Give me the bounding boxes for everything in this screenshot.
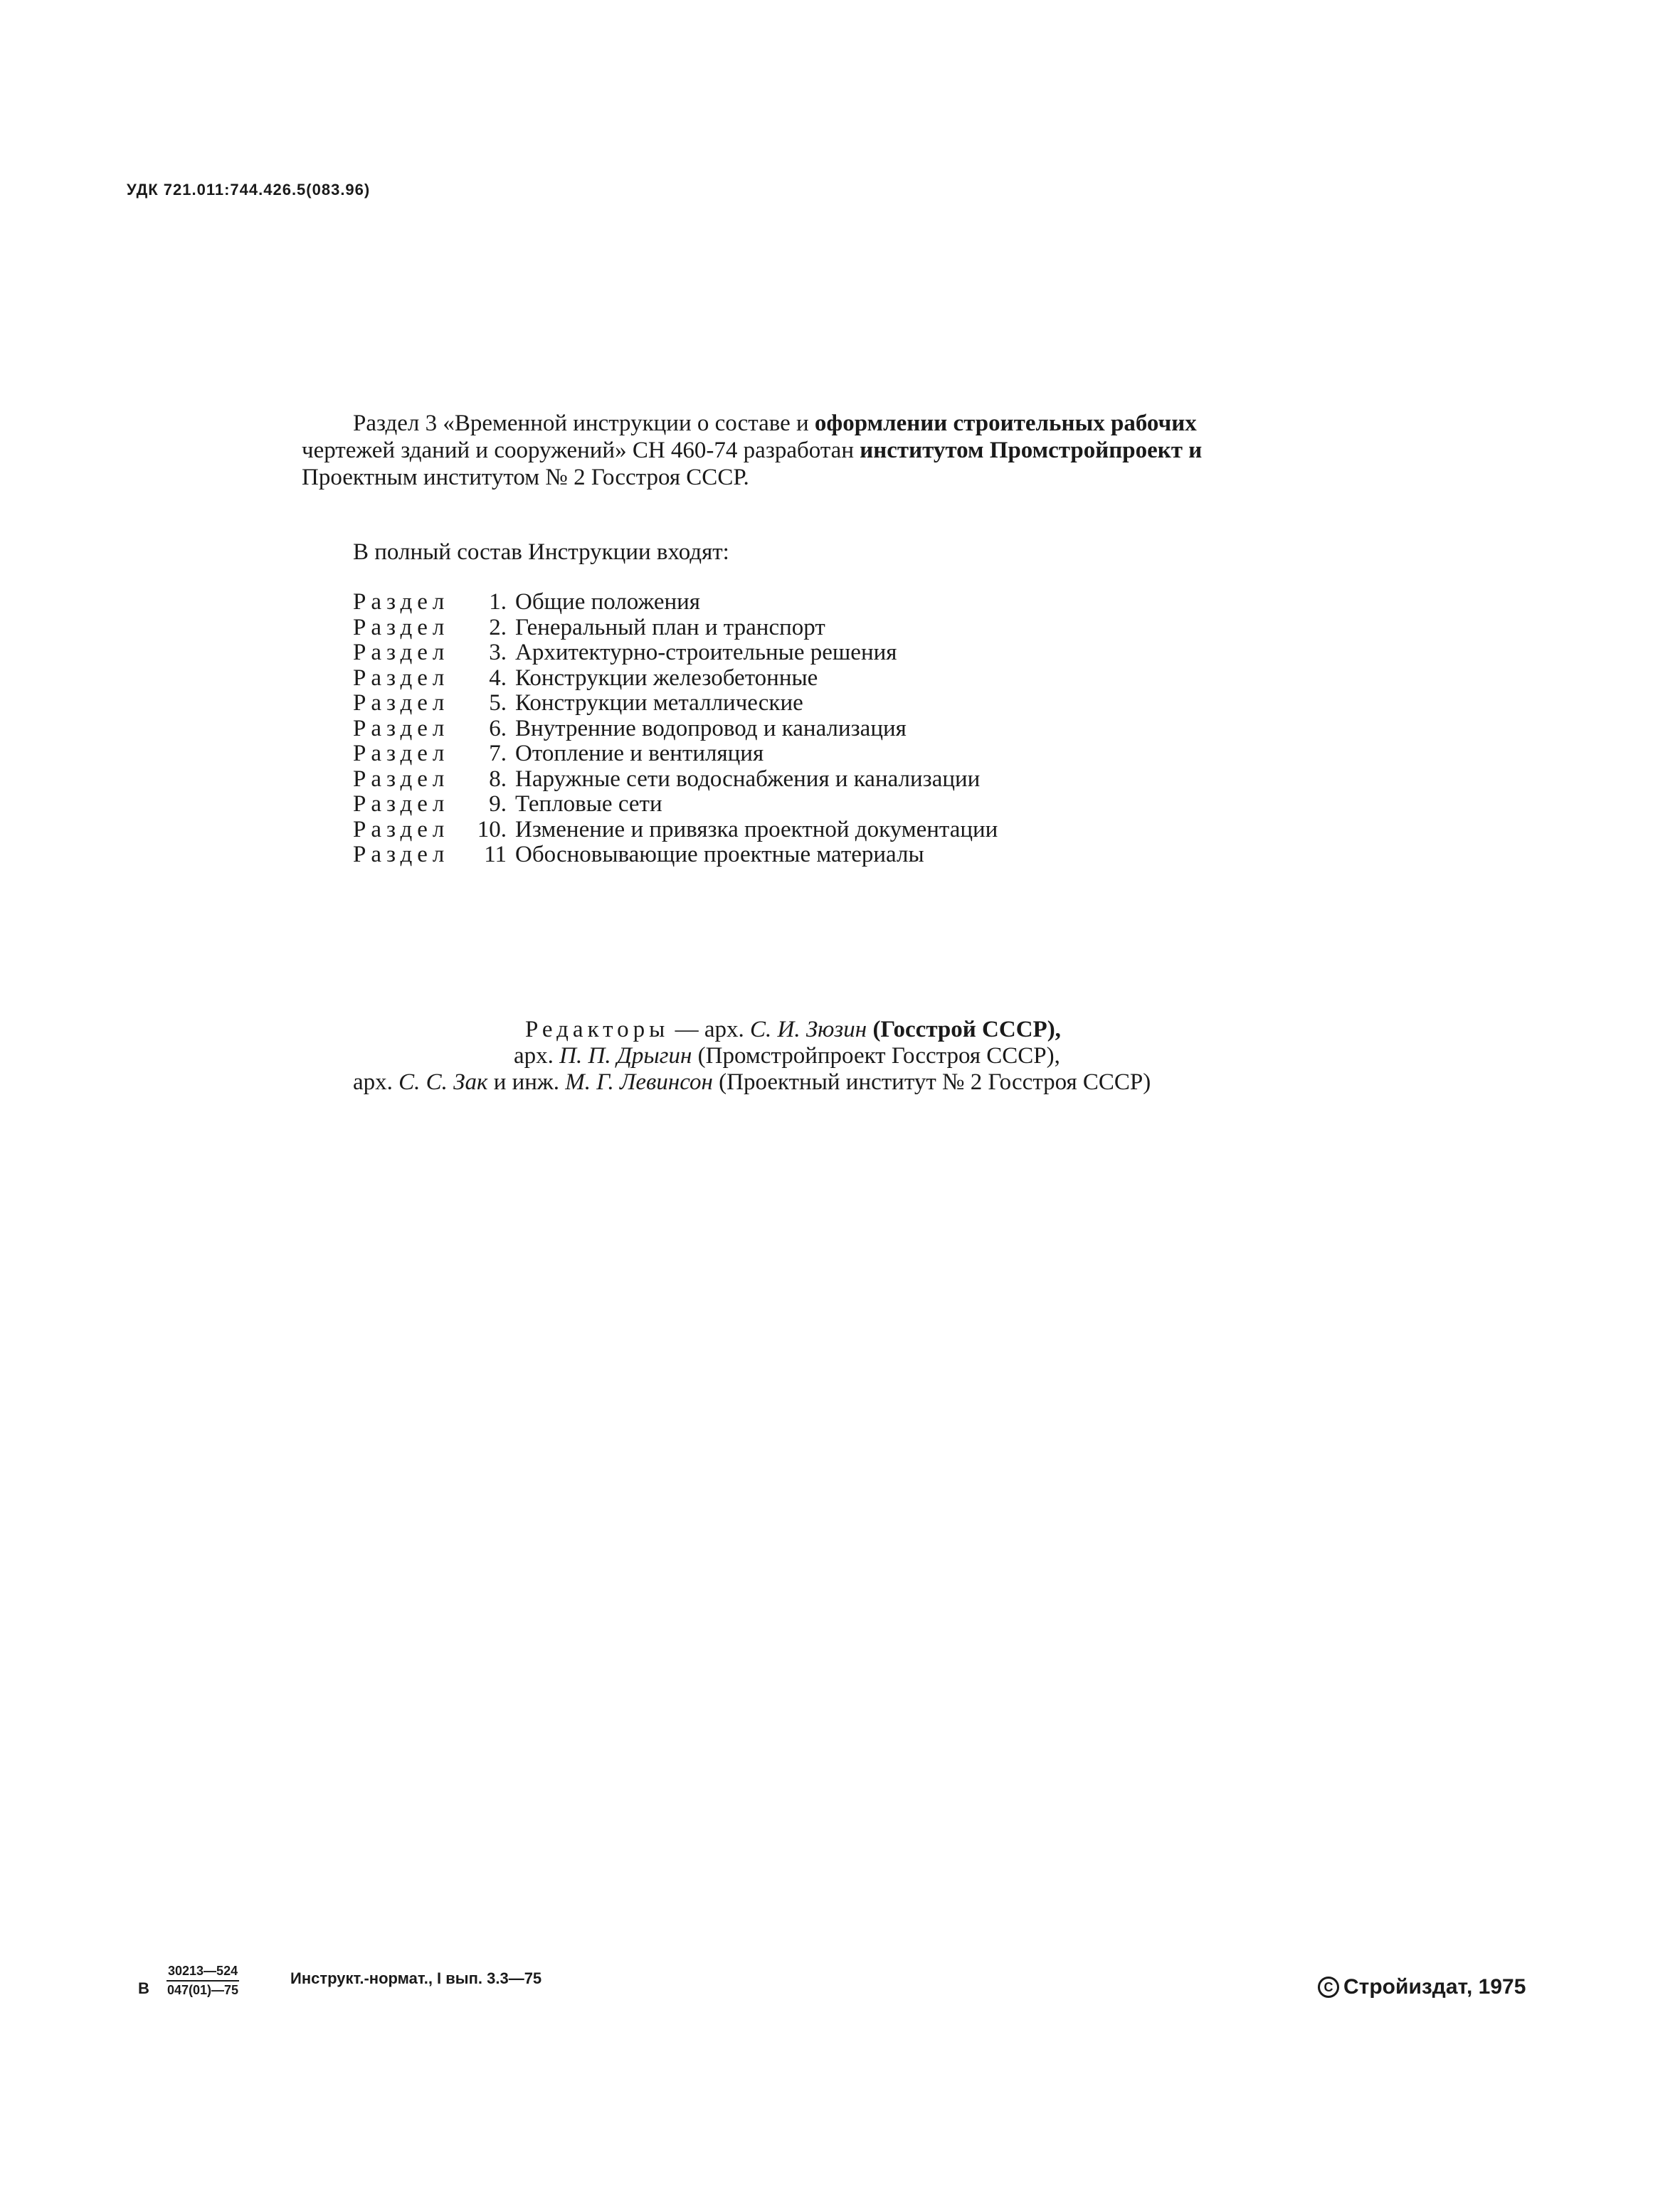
section-word: Раздел	[353, 791, 450, 817]
section-word: Раздел	[353, 766, 450, 792]
section-number: 4.	[489, 665, 507, 691]
section-number: 11	[484, 842, 507, 867]
intro-line-2-text: чертежей зданий и сооружений» СН 460-74 разработан	[302, 438, 860, 463]
editor-2-org: (Промстройпроект Госстроя СССР),	[692, 1043, 1060, 1069]
section-list-item	[353, 615, 998, 641]
footer-fraction-denominator: 047(01)—75	[167, 1983, 239, 1997]
editors-line-1	[525, 1017, 1061, 1043]
section-word: Раздел	[353, 842, 450, 867]
section-number: 3.	[489, 640, 507, 665]
editor-1-org: (Госстрой СССР),	[867, 1017, 1061, 1042]
section-list-item	[353, 691, 998, 716]
section-word: Раздел	[353, 741, 450, 766]
intro-line-1	[353, 411, 1197, 437]
editor-1-name: С. И. Зюзин	[749, 1017, 867, 1042]
section-list-item	[353, 792, 998, 818]
section-list-item	[353, 716, 998, 742]
section-number: 6.	[489, 715, 507, 741]
section-word: Раздел	[353, 589, 450, 615]
section-number: 10.	[477, 816, 507, 842]
section-list-item	[353, 590, 998, 615]
footer-fraction-numerator: 30213—524	[167, 1964, 239, 1982]
section-title: Архитектурно-строительные решения	[515, 640, 897, 665]
editor-2-name: П. П. Дрыгин	[559, 1043, 692, 1069]
section-title: Тепловые сети	[515, 791, 662, 817]
editor-3-org: (Проектный институт № 2 Госстроя СССР)	[712, 1069, 1151, 1095]
section-word: Раздел	[353, 640, 450, 665]
editors-line-3	[353, 1069, 1151, 1096]
footer-series: Инструкт.-нормат., I вып. 3.3—75	[290, 1969, 542, 1987]
editor-3-name: С. С. Зак	[398, 1069, 488, 1095]
section-number: 5.	[489, 690, 507, 716]
footer-copyright	[1318, 1975, 1526, 1999]
section-word: Раздел	[353, 816, 450, 842]
editor-2-prefix: арх.	[514, 1043, 560, 1069]
intro-line-2	[302, 438, 1202, 464]
section-number: 1.	[489, 589, 507, 615]
intro-line-1-text: Раздел 3 «Временной инструкции о составе и	[353, 411, 815, 436]
editors-line-2	[514, 1043, 1060, 1069]
footer-mark: В	[138, 1979, 149, 1997]
section-number: 8.	[489, 766, 507, 792]
section-list	[353, 590, 998, 868]
editors-label: Редакторы	[525, 1017, 670, 1042]
section-list-item	[353, 741, 998, 767]
section-number: 9.	[489, 791, 507, 817]
copyright-text: Стройиздат, 1975	[1343, 1975, 1526, 1999]
section-title: Конструкции железобетонные	[515, 665, 818, 691]
section-list-item	[353, 818, 998, 843]
section-title: Генеральный план и транспорт	[515, 614, 825, 640]
section-list-item	[353, 666, 998, 692]
section-number: 2.	[489, 614, 507, 640]
copyright-icon: C	[1318, 1977, 1339, 1998]
editors-dash: — арх.	[669, 1017, 750, 1042]
section-word: Раздел	[353, 614, 450, 640]
section-title: Обосновывающие проектные материалы	[515, 842, 924, 867]
intro-line-2-bold: институтом Промстройпроект и	[860, 438, 1203, 463]
section-word: Раздел	[353, 715, 450, 741]
section-title: Отопление и вентиляция	[515, 741, 764, 766]
section-title: Наружные сети водоснабжения и канализации	[515, 766, 981, 792]
includes-heading: В полный состав Инструкции входят:	[353, 539, 729, 565]
intro-line-3: Проектным институтом № 2 Госстроя СССР.	[302, 465, 749, 490]
section-word: Раздел	[353, 690, 450, 716]
section-list-item	[353, 640, 998, 666]
intro-line-1-bold: оформлении строительных рабочих	[814, 411, 1197, 436]
editor-3-prefix: арх.	[353, 1069, 399, 1095]
editor-4-name: М. Г. Левинсон	[565, 1069, 713, 1095]
section-title: Общие положения	[515, 589, 700, 615]
section-title: Изменение и привязка проектной документации	[515, 816, 998, 842]
section-title: Внутренние водопровод и канализация	[515, 715, 907, 741]
editor-3-mid: и инж.	[487, 1069, 566, 1095]
section-word: Раздел	[353, 665, 450, 691]
udc-code: УДК 721.011:744.426.5(083.96)	[127, 181, 371, 199]
section-list-item	[353, 842, 998, 868]
section-number: 7.	[489, 741, 507, 766]
section-list-item	[353, 767, 998, 793]
section-title: Конструкции металлические	[515, 690, 803, 716]
footer-catalog-fraction	[167, 1964, 239, 1998]
